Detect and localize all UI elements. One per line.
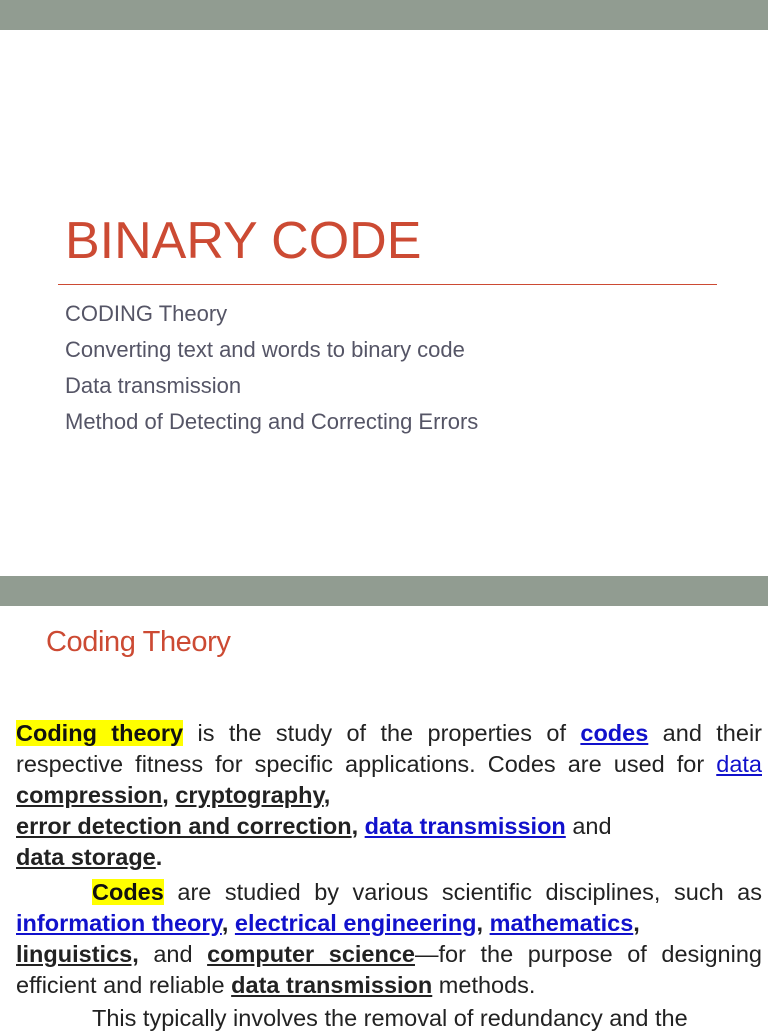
link-error-detection[interactable]: error detection and correction — [16, 813, 352, 839]
link-data-transmission-2[interactable]: data transmission — [231, 972, 433, 998]
text-span: , — [351, 813, 365, 839]
paragraph-coding-theory — [16, 718, 762, 873]
highlighted-term: Coding theory — [16, 720, 184, 746]
text-span: . — [155, 844, 163, 870]
subtitle-item: Data transmission — [65, 373, 242, 398]
link-cryptography[interactable]: cryptography — [175, 782, 324, 808]
text-span: —for the purpose of designing efficient and reliable — [16, 941, 762, 998]
link-information-theory[interactable]: information theory — [16, 910, 222, 936]
text-span: and — [565, 813, 612, 839]
text-span: , — [221, 910, 235, 936]
highlighted-term: Codes — [92, 879, 164, 905]
paragraph-cut-off — [16, 1003, 762, 1034]
link-data-transmission[interactable]: data transmission — [364, 813, 566, 839]
link-data[interactable]: data — [716, 751, 762, 777]
paragraph-codes — [16, 877, 762, 1001]
subtitle-list — [65, 300, 478, 444]
link-computer-science[interactable]: computer science — [207, 941, 415, 967]
subtitle-item: Method of Detecting and Correcting Errors — [65, 409, 479, 434]
text-span: methods. — [432, 972, 536, 998]
section-heading: Coding Theory — [46, 626, 231, 658]
subtitle-item: CODING Theory — [65, 301, 228, 326]
text-span: are studied by various scientific disciplines, such as — [163, 879, 762, 905]
title-divider — [58, 284, 717, 285]
link-mathematics[interactable]: mathematics — [489, 910, 634, 936]
text-span: , — [323, 782, 331, 808]
link-linguistics[interactable]: linguistics, — [16, 941, 139, 967]
subtitle-item: Converting text and words to binary code — [65, 337, 465, 362]
text-span: , — [476, 910, 490, 936]
link-codes[interactable]: codes — [580, 720, 649, 746]
text-span: This typically involves the removal of redundancy and the — [92, 1005, 688, 1031]
slide-title: BINARY CODE — [65, 212, 422, 270]
text-span: , — [162, 782, 176, 808]
top-band — [0, 0, 768, 30]
text-span: , — [633, 910, 640, 936]
link-compression[interactable]: compression — [16, 782, 163, 808]
slide-divider-band — [0, 576, 768, 606]
text-span: and — [138, 941, 208, 967]
text-span: is the study of the properties of — [183, 720, 581, 746]
link-data-storage[interactable]: data storage — [16, 844, 156, 870]
text-span: and their respective fitness for specific applications. Codes are used for — [16, 720, 762, 777]
link-electrical-engineering[interactable]: electrical engineering — [234, 910, 477, 936]
body-text — [16, 718, 762, 1034]
